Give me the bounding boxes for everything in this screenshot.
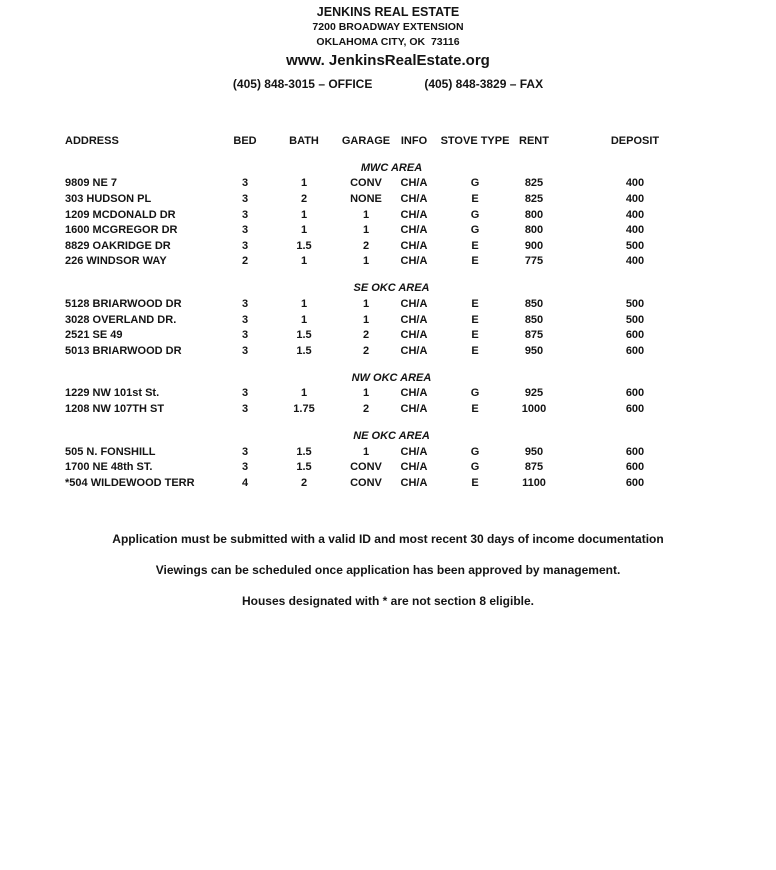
cell-rent: 825 <box>524 192 544 205</box>
cell-deposit: 400 <box>625 208 645 221</box>
cell-bath: 1 <box>300 297 308 310</box>
cell-stove: E <box>471 402 479 415</box>
cell-garage: 1 <box>362 224 370 237</box>
cell-deposit: 600 <box>625 445 645 458</box>
cell-rent: 775 <box>524 255 544 268</box>
section-title: NE OKC AREA <box>353 429 430 442</box>
cell-garage: 1 <box>362 387 370 400</box>
note-section8: Houses designated with * are not section 8 eligible. <box>241 593 535 608</box>
cell-info: CH/A <box>400 239 428 252</box>
cell-deposit: 600 <box>625 461 645 474</box>
column-header-bed: BED <box>233 134 257 147</box>
cell-bath: 2 <box>300 476 308 489</box>
cell-stove: E <box>471 313 479 326</box>
cell-bed: 3 <box>241 297 249 310</box>
office-phone: (405) 848-3015 – OFFICE <box>232 77 373 91</box>
cell-stove: G <box>470 224 480 237</box>
column-header-address: ADDRESS <box>65 134 119 147</box>
table-row <box>65 191 718 207</box>
table-row <box>65 207 718 223</box>
table-row <box>65 327 718 343</box>
cell-deposit: 600 <box>625 402 645 415</box>
cell-rent: 800 <box>524 208 544 221</box>
column-header-stove-type: STOVE TYPE <box>440 134 510 147</box>
note-viewings: Viewings can be scheduled once application has been approved by management. <box>155 562 621 577</box>
cell-info: CH/A <box>400 387 428 400</box>
cell-address: 1208 NW 107TH ST <box>65 402 165 415</box>
cell-garage: 1 <box>362 297 370 310</box>
cell-deposit: 400 <box>625 255 645 268</box>
cell-deposit: 500 <box>625 297 645 310</box>
table-row <box>65 444 718 460</box>
cell-address: 1600 MCGREGOR DR <box>65 224 178 237</box>
cell-info: CH/A <box>400 445 428 458</box>
cell-stove: E <box>471 344 479 357</box>
fax-phone: (405) 848-3829 – FAX <box>424 77 544 91</box>
table-row <box>65 459 718 475</box>
cell-rent: 1000 <box>521 402 547 415</box>
cell-bath: 1.5 <box>296 445 312 458</box>
column-header-garage: GARAGE <box>341 134 391 147</box>
cell-bath: 1 <box>300 208 308 221</box>
cell-deposit: 500 <box>625 313 645 326</box>
column-header-rent: RENT <box>519 134 549 147</box>
cell-bath: 1.75 <box>293 402 315 415</box>
cell-bed: 3 <box>241 208 249 221</box>
cell-info: CH/A <box>400 192 428 205</box>
cell-garage: 2 <box>362 344 370 357</box>
cell-address: 226 WINDSOR WAY <box>65 255 167 268</box>
table-row <box>65 343 718 359</box>
cell-deposit: 600 <box>625 476 645 489</box>
cell-rent: 900 <box>524 239 544 252</box>
cell-info: CH/A <box>400 208 428 221</box>
cell-bath: 1.5 <box>296 344 312 357</box>
cell-address: 1700 NE 48th ST. <box>65 461 153 474</box>
cell-stove: E <box>471 329 479 342</box>
cell-bath: 1.5 <box>296 461 312 474</box>
cell-bath: 1 <box>300 313 308 326</box>
cell-garage: CONV <box>350 177 382 190</box>
cell-garage: 1 <box>362 313 370 326</box>
cell-info: CH/A <box>400 224 428 237</box>
footer-notes <box>0 532 776 609</box>
cell-address: 1229 NW 101st St. <box>65 387 160 400</box>
table-row <box>65 312 718 328</box>
company-city: OKLAHOMA CITY, OK 73116 <box>316 36 460 48</box>
cell-bath: 1 <box>300 224 308 237</box>
cell-garage: 1 <box>362 255 370 268</box>
cell-bed: 3 <box>241 461 249 474</box>
cell-garage: 1 <box>362 208 370 221</box>
table-row <box>65 296 718 312</box>
cell-bath: 2 <box>300 192 308 205</box>
document-header <box>0 0 776 92</box>
cell-bath: 1 <box>300 255 308 268</box>
cell-deposit: 400 <box>625 192 645 205</box>
cell-address: 505 N. FONSHILL <box>65 445 156 458</box>
cell-address: 1209 MCDONALD DR <box>65 208 176 221</box>
cell-info: CH/A <box>400 461 428 474</box>
cell-deposit: 600 <box>625 329 645 342</box>
cell-stove: G <box>470 461 480 474</box>
cell-bath: 1.5 <box>296 329 312 342</box>
cell-garage: CONV <box>350 461 382 474</box>
cell-rent: 925 <box>524 387 544 400</box>
column-header-deposit: DEPOSIT <box>610 134 660 147</box>
cell-info: CH/A <box>400 255 428 268</box>
cell-stove: G <box>470 177 480 190</box>
cell-rent: 825 <box>524 177 544 190</box>
section-title: SE OKC AREA <box>353 282 430 295</box>
cell-rent: 850 <box>524 313 544 326</box>
cell-stove: E <box>471 239 479 252</box>
cell-garage: 1 <box>362 445 370 458</box>
cell-bed: 2 <box>241 255 249 268</box>
cell-stove: E <box>471 476 479 489</box>
table-row <box>65 254 718 270</box>
cell-bath: 1.5 <box>296 239 312 252</box>
cell-address: 2521 SE 49 <box>65 329 123 342</box>
cell-info: CH/A <box>400 329 428 342</box>
cell-bed: 3 <box>241 387 249 400</box>
cell-info: CH/A <box>400 402 428 415</box>
cell-garage: 2 <box>362 402 370 415</box>
cell-address: 303 HUDSON PL <box>65 192 152 205</box>
table-row <box>65 176 718 192</box>
table-row <box>65 238 718 254</box>
cell-bed: 3 <box>241 224 249 237</box>
cell-deposit: 600 <box>625 344 645 357</box>
section-title: NW OKC AREA <box>351 371 432 384</box>
cell-address: 3028 OVERLAND DR. <box>65 313 177 326</box>
cell-bath: 1 <box>300 387 308 400</box>
note-application: Application must be submitted with a valid ID and most recent 30 days of income documentation <box>112 531 664 546</box>
cell-garage: CONV <box>350 476 382 489</box>
company-name: JENKINS REAL ESTATE <box>316 5 460 19</box>
cell-info: CH/A <box>400 344 428 357</box>
cell-stove: G <box>470 208 480 221</box>
cell-rent: 850 <box>524 297 544 310</box>
cell-bed: 3 <box>241 402 249 415</box>
cell-bed: 3 <box>241 192 249 205</box>
cell-rent: 950 <box>524 344 544 357</box>
cell-bed: 3 <box>241 177 249 190</box>
listings-table <box>65 133 718 491</box>
cell-bed: 3 <box>241 344 249 357</box>
cell-deposit: 400 <box>625 224 645 237</box>
column-header-bath: BATH <box>289 134 319 147</box>
cell-bed: 4 <box>241 476 249 489</box>
company-street: 7200 BROADWAY EXTENSION <box>312 21 464 33</box>
table-row <box>65 475 718 491</box>
table-sections <box>65 160 718 491</box>
cell-info: CH/A <box>400 297 428 310</box>
cell-bed: 3 <box>241 313 249 326</box>
cell-bath: 1 <box>300 177 308 190</box>
cell-address: 5128 BRIARWOOD DR <box>65 297 182 310</box>
cell-address: *504 WILDEWOOD TERR <box>65 476 195 489</box>
cell-deposit: 600 <box>625 387 645 400</box>
table-row <box>65 386 718 402</box>
cell-deposit: 500 <box>625 239 645 252</box>
cell-deposit: 400 <box>625 177 645 190</box>
cell-address: 8829 OAKRIDGE DR <box>65 239 171 252</box>
cell-bed: 3 <box>241 329 249 342</box>
cell-garage: 2 <box>362 239 370 252</box>
cell-stove: E <box>471 255 479 268</box>
company-website: www. JenkinsRealEstate.org <box>286 52 490 69</box>
cell-stove: G <box>470 387 480 400</box>
cell-garage: NONE <box>350 192 382 205</box>
cell-stove: G <box>470 445 480 458</box>
table-row <box>65 401 718 417</box>
cell-stove: E <box>471 297 479 310</box>
cell-rent: 875 <box>524 461 544 474</box>
column-header-info: INFO <box>400 134 428 147</box>
cell-garage: 2 <box>362 329 370 342</box>
phone-row <box>0 77 776 92</box>
cell-info: CH/A <box>400 177 428 190</box>
cell-address: 9809 NE 7 <box>65 177 117 190</box>
section-title: MWC AREA <box>360 161 423 174</box>
cell-info: CH/A <box>400 476 428 489</box>
cell-stove: E <box>471 192 479 205</box>
cell-rent: 875 <box>524 329 544 342</box>
cell-rent: 800 <box>524 224 544 237</box>
cell-bed: 3 <box>241 239 249 252</box>
cell-bed: 3 <box>241 445 249 458</box>
cell-rent: 950 <box>524 445 544 458</box>
cell-rent: 1100 <box>522 476 546 489</box>
cell-address: 5013 BRIARWOOD DR <box>65 344 182 357</box>
table-header-row <box>65 133 718 149</box>
table-row <box>65 222 718 238</box>
cell-info: CH/A <box>400 313 428 326</box>
